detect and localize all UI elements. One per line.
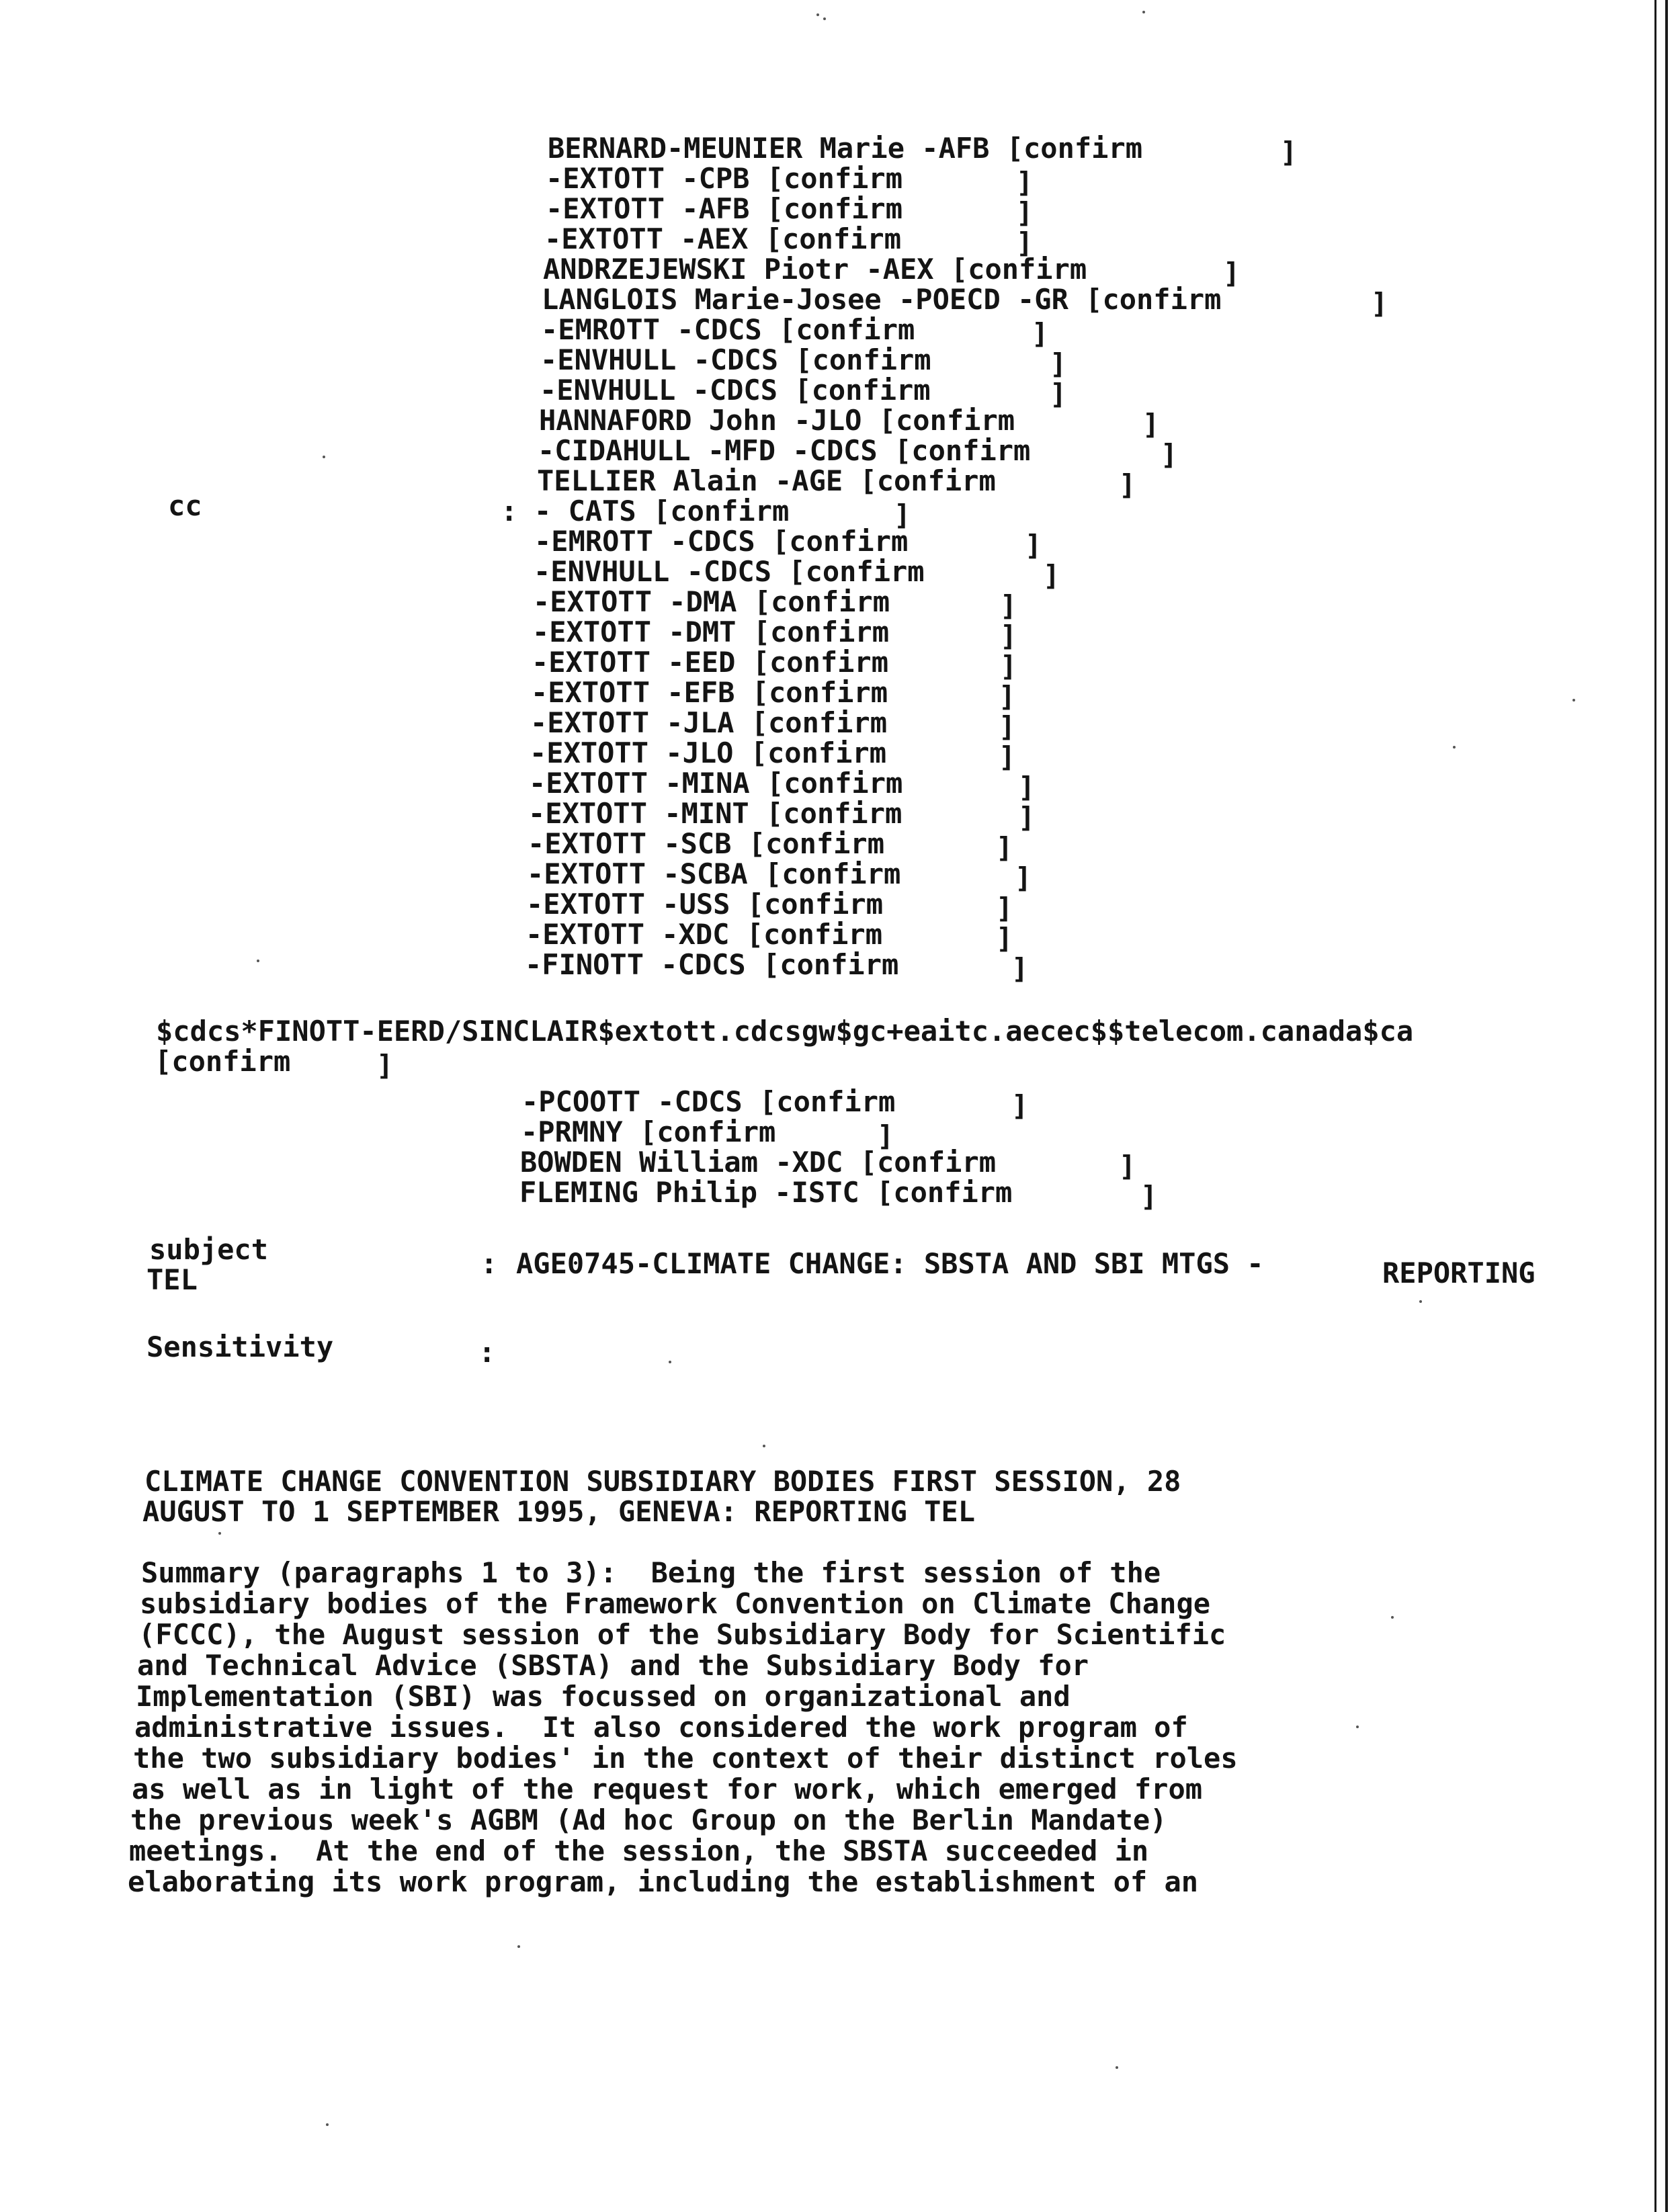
recipient-line: -PCOOTT -CDCS [confirm bbox=[521, 1085, 896, 1118]
cc-entry: -EXTOTT -USS [confirm bbox=[526, 888, 884, 921]
recipient-close-bracket: ] bbox=[1000, 620, 1017, 652]
recipient-close-bracket: ] bbox=[1016, 226, 1034, 259]
subject-value-tail: REPORTING bbox=[1382, 1257, 1536, 1289]
scan-speck bbox=[669, 1361, 671, 1363]
cc-entry: -FINOTT -CDCS [confirm bbox=[525, 948, 899, 981]
scan-speck bbox=[326, 2123, 329, 2126]
recipient-line: -CIDAHULL -MFD -CDCS [confirm bbox=[538, 434, 1031, 467]
scan-speck bbox=[1391, 1616, 1394, 1619]
recipient-line: -EXTOTT -CPB [confirm bbox=[546, 162, 903, 195]
summary-line: Summary (paragraphs 1 to 3): Being the first session of the bbox=[141, 1556, 1161, 1589]
recipient-line: BOWDEN William -XDC [confirm bbox=[520, 1146, 997, 1179]
recipient-line: -EXTOTT -AFB [confirm bbox=[546, 192, 903, 225]
address-confirm: [confirm bbox=[155, 1045, 291, 1078]
cc-entry: -EXTOTT -DMA [confirm bbox=[533, 585, 890, 618]
recipient-line: BERNARD-MEUNIER Marie -AFB [confirm bbox=[548, 132, 1143, 165]
recipient-close-bracket: ] bbox=[1050, 378, 1067, 411]
recipient-line: -ENVHULL -CDCS [confirm bbox=[540, 343, 931, 376]
subject-label: subject bbox=[149, 1233, 269, 1266]
summary-line: the previous week's AGBM (Ad hoc Group on the Berlin Mandate) bbox=[130, 1803, 1167, 1836]
recipient-close-bracket: ] bbox=[1371, 287, 1388, 320]
recipient-line: -ENVHULL -CDCS [confirm bbox=[540, 374, 931, 407]
recipient-close-bracket: ] bbox=[1050, 347, 1067, 380]
subject-label-tel: TEL bbox=[146, 1263, 198, 1296]
recipient-close-bracket: ] bbox=[999, 710, 1016, 743]
summary-line: and Technical Advice (SBSTA) and the Subsidiary Body for bbox=[137, 1649, 1089, 1682]
recipient-close-bracket: ] bbox=[996, 922, 1013, 955]
cc-entry: -EXTOTT -XDC [confirm bbox=[526, 918, 883, 951]
summary-line: meetings. At the end of the session, the SBSTA succeeded in bbox=[129, 1834, 1149, 1867]
recipient-close-bracket: ] bbox=[1015, 861, 1032, 894]
scan-speck bbox=[1116, 2066, 1118, 2069]
cc-entry: -ENVHULL -CDCS [confirm bbox=[534, 555, 925, 588]
summary-line: the two subsidiary bodies' in the context of their distinct roles bbox=[133, 1742, 1238, 1775]
recipient-close-bracket: ] bbox=[1043, 559, 1060, 592]
scan-speck bbox=[1572, 699, 1575, 701]
cc-entry: -EXTOTT -MINA [confirm bbox=[529, 767, 903, 800]
subject-value: AGE0745-CLIMATE CHANGE: SBSTA AND SBI MTGS - bbox=[516, 1247, 1264, 1280]
recipient-line: ANDRZEJEWSKI Piotr -AEX [confirm bbox=[543, 253, 1087, 286]
summary-line: (FCCC), the August session of the Subsidiary Body for Scientific bbox=[138, 1618, 1226, 1651]
subject-colon: : bbox=[480, 1247, 498, 1280]
scan-speck bbox=[1356, 1726, 1359, 1728]
sensitivity-colon: : bbox=[478, 1336, 496, 1369]
recipient-close-bracket: ] bbox=[999, 680, 1016, 713]
recipient-close-bracket: ] bbox=[996, 892, 1013, 925]
recipient-close-bracket: ] bbox=[996, 831, 1013, 864]
scan-speck bbox=[1419, 1300, 1422, 1303]
recipient-close-bracket: ] bbox=[1000, 650, 1017, 683]
scan-speck bbox=[517, 1945, 520, 1948]
recipient-line: FLEMING Philip -ISTC [confirm bbox=[519, 1176, 1013, 1209]
cc-entry: -EXTOTT -MINT [confirm bbox=[528, 797, 902, 830]
cc-entry: -EXTOTT -SCB [confirm bbox=[528, 827, 885, 860]
recipient-line: -PRMNY [confirm bbox=[521, 1115, 776, 1148]
scan-speck bbox=[323, 456, 325, 458]
recipient-close-bracket: ] bbox=[1011, 952, 1029, 985]
recipient-close-bracket: ] bbox=[1018, 801, 1036, 834]
recipient-close-bracket: ] bbox=[1018, 771, 1036, 804]
address-line: $cdcs*FINOTT-EERD/SINCLAIR$extott.cdcsgw$gc+eaitc.aecec$$telecom.canada$ca bbox=[156, 1015, 1414, 1048]
recipient-close-bracket: ] bbox=[1119, 468, 1136, 501]
scan-speck bbox=[816, 13, 819, 16]
recipient-line: -EXTOTT -AEX [confirm bbox=[544, 222, 902, 255]
scan-speck bbox=[218, 1532, 221, 1535]
recipient-close-bracket: ] bbox=[1025, 529, 1042, 562]
address-close-bracket: ] bbox=[376, 1049, 394, 1082]
scan-speck bbox=[1453, 746, 1456, 749]
heading-line: AUGUST TO 1 SEPTEMBER 1995, GENEVA: REPORTING TEL bbox=[142, 1495, 976, 1528]
recipient-line: LANGLOIS Marie-Josee -POECD -GR [confirm bbox=[542, 283, 1222, 316]
scan-speck bbox=[823, 17, 826, 20]
summary-line: administrative issues. It also considered the work program of bbox=[134, 1711, 1188, 1744]
cc-entry: -EXTOTT -EED [confirm bbox=[532, 646, 889, 679]
summary-line: elaborating its work program, including the establishment of an bbox=[128, 1865, 1199, 1898]
recipient-close-bracket: ] bbox=[999, 740, 1016, 773]
cc-entry: -EXTOTT -JLA [confirm bbox=[530, 706, 888, 739]
cc-entry: - CATS [confirm bbox=[534, 495, 790, 527]
recipient-close-bracket: ] bbox=[1119, 1150, 1136, 1183]
cc-entry: -EXTOTT -JLO [confirm bbox=[530, 736, 887, 769]
cc-entry: -EMROTT -CDCS [confirm bbox=[534, 525, 909, 558]
recipient-line: TELLIER Alain -AGE [confirm bbox=[537, 464, 996, 497]
recipient-close-bracket: ] bbox=[1000, 589, 1017, 622]
recipient-close-bracket: ] bbox=[1016, 166, 1034, 199]
heading-line: CLIMATE CHANGE CONVENTION SUBSIDIARY BODIES FIRST SESSION, 28 bbox=[144, 1465, 1181, 1498]
summary-line: Implementation (SBI) was focussed on organizational and bbox=[136, 1680, 1070, 1713]
recipient-close-bracket: ] bbox=[1280, 136, 1298, 169]
scan-speck bbox=[1142, 11, 1145, 13]
recipient-close-bracket: ] bbox=[1161, 438, 1178, 471]
recipient-close-bracket: ] bbox=[1011, 1089, 1029, 1122]
scan-edge-line bbox=[1665, 0, 1668, 2212]
recipient-line: HANNAFORD John -JLO [confirm bbox=[539, 404, 1015, 437]
scan-speck bbox=[763, 1445, 765, 1447]
cc-entry: -EXTOTT -EFB [confirm bbox=[531, 676, 888, 709]
recipient-close-bracket: ] bbox=[1142, 408, 1160, 441]
summary-line: subsidiary bodies of the Framework Convention on Climate Change bbox=[140, 1587, 1211, 1620]
recipient-close-bracket: ] bbox=[1140, 1180, 1158, 1213]
cc-entry: -EXTOTT -SCBA [confirm bbox=[527, 857, 901, 890]
cc-label: cc bbox=[168, 489, 202, 522]
summary-line: as well as in light of the request for work, which emerged from bbox=[132, 1773, 1203, 1805]
cc-colon: : bbox=[501, 495, 518, 527]
recipient-close-bracket: ] bbox=[877, 1119, 894, 1152]
recipient-line: -EMROTT -CDCS [confirm bbox=[541, 313, 915, 346]
scan-edge-line bbox=[1654, 0, 1656, 2212]
cc-entry: -EXTOTT -DMT [confirm bbox=[532, 615, 890, 648]
scan-speck bbox=[257, 960, 259, 962]
recipient-close-bracket: ] bbox=[1223, 257, 1241, 290]
recipient-close-bracket: ] bbox=[1032, 317, 1049, 350]
sensitivity-label: Sensitivity bbox=[146, 1330, 334, 1363]
recipient-close-bracket: ] bbox=[1016, 196, 1034, 229]
recipient-close-bracket: ] bbox=[894, 499, 911, 531]
